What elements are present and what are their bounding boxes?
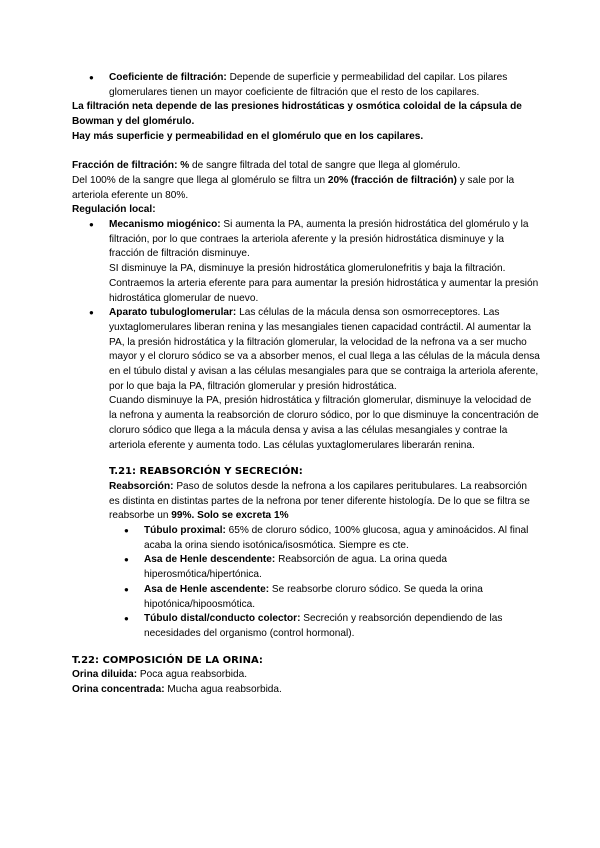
label-reabsorcion: Reabsorción: bbox=[109, 480, 174, 492]
text-orina-concentrada: Mucha agua reabsorbida. bbox=[164, 684, 282, 696]
text-reabsorcion: Paso de solutos desde la nefrona a los capilares peritubulares. La reabsorción es distinta en distintas partes de la nefrona por tener diferente histología. De lo que se filtra se reabsorbe un bbox=[109, 480, 530, 522]
paragraph-reabsorcion bbox=[72, 480, 540, 524]
list-item-henle-ascendente bbox=[144, 583, 540, 612]
text-fraccion-c: y sale por la arteriola eferente un 80%. bbox=[72, 174, 515, 201]
paragraph-fraccion bbox=[72, 159, 540, 174]
pct-fraccion: % bbox=[177, 160, 190, 172]
reabsorcion-list bbox=[72, 524, 540, 642]
heading-t21: T.21: REABSORCIÓN Y SECRECIÓN: bbox=[109, 466, 303, 478]
list-item-henle-descendente bbox=[144, 553, 540, 582]
term-henle-ascendente: Asa de Henle ascendente: bbox=[144, 583, 270, 595]
list-item-tubuloglomerular bbox=[109, 306, 540, 453]
term-henle-descendente: Asa de Henle descendente: bbox=[144, 554, 276, 566]
para-miogenico-2: SI disminuye la PA, disminuye la presión hidrostática glomerulonefritis y baja la filtración. Contraemos la arteria eferente para para aumentar la presión hidrostática y aumentar la presión hidrostática glomerular de nuevo. bbox=[109, 263, 539, 304]
text-tubulo-proximal: 65% de cloruro sódico, 100% glucosa, agua y aminoácidos. Al final acaba la orina siendo isotónica/isosmótica. Siempre es cte. bbox=[144, 525, 529, 551]
para-tubuloglomerular bbox=[109, 306, 540, 394]
text-henle-descendente: Reabsorción de agua. La orina queda hiperosmótica/hipertónica. bbox=[144, 554, 447, 581]
label-orina-diluida: Orina diluida: bbox=[72, 669, 138, 681]
text-orina-diluida: Poca agua reabsorbida. bbox=[137, 669, 248, 681]
para-tubuloglomerular-2: Cuando disminuye la PA, presión hidrostática y filtración glomerular, disminuye la velocidad de la nefrona y aumenta la reabsorción de cloruro sódico, por lo que disminuye la concentración de cloruro sódico que llega a la mácula densa y avisa a las células mesangiales y contrae la arteriola eferente y aumenta todo. Las células yuxtaglomerulares liberarán renina. bbox=[109, 395, 539, 451]
coef-list bbox=[72, 71, 540, 100]
label-regulacion: Regulación local: bbox=[72, 204, 156, 216]
text-tubulo-distal: Secreción y reabsorción dependiendo de las necesidades del organismo (control hormonal). bbox=[144, 613, 503, 639]
heading-t22: T.22: COMPOSICIÓN DE LA ORINA: bbox=[72, 654, 263, 666]
paragraph-fraccion-detail bbox=[72, 174, 540, 203]
bold-fraccion-b: 20% (fracción de filtración) bbox=[327, 174, 457, 186]
paragraph-orina-diluida bbox=[72, 668, 540, 683]
para-miogenico bbox=[109, 218, 540, 262]
text-tubuloglomerular: Las células de la mácula densa son osmorreceptores. Las yuxtaglomerulares liberan renina y las mesangiales tienen capacidad contráctil. Al aumentar la PA, la presión hidrostática y la filtración glomerular, la velocidad de la nefrona va a ser mucho mayor y el cloruro sódico se va a absorber menos, el cual llega a las células de la mácula densa en el túbulo distal y avisan a las células mesangiales para que se contraiga la arteriola aferente, por lo que baja la PA, filtración glomerular y presión hidrostática. bbox=[109, 307, 540, 392]
text-coeficiente: Depende de superficie y permeabilidad del capilar. Los pilares glomerulares tienen un mayor coeficiente de filtración que el resto de los capilares. bbox=[109, 72, 508, 98]
paragraph-orina-concentrada bbox=[72, 683, 540, 698]
regulacion-list bbox=[72, 218, 540, 453]
text-fraccion-a: Del 100% de la sangre que llega al glomérulo se filtra un bbox=[72, 174, 328, 186]
term-tubuloglomerular: Aparato tubuloglomerular: bbox=[109, 307, 237, 319]
term-miogenico: Mecanismo miogénico: bbox=[109, 219, 221, 231]
term-coeficiente: Coeficiente de filtración: bbox=[109, 72, 227, 83]
text-henle-ascendente: Se reabsorbe cloruro sódico. Se queda la orina hipotónica/hipoosmótica. bbox=[144, 583, 483, 610]
list-item-tubulo-distal bbox=[144, 612, 540, 641]
bold-paragraph-superficie: Hay más superficie y permeabilidad en el glomérulo que en los capilares. bbox=[72, 130, 424, 142]
term-tubulo-distal: Túbulo distal/conducto colector: bbox=[144, 613, 301, 625]
bold-excreta: 99%. Solo se excreta 1% bbox=[171, 510, 289, 522]
text-fraccion: de sangre filtrada del total de sangre que llega al glomérulo. bbox=[189, 160, 461, 172]
label-orina-concentrada: Orina concentrada: bbox=[72, 684, 165, 696]
list-item-coeficiente bbox=[109, 71, 540, 100]
bold-paragraph-filtracion-neta: La filtración neta depende de las presiones hidrostáticas y osmótica coloidal de la cápsula de Bowman y del glomérulo. bbox=[72, 101, 522, 128]
term-tubulo-proximal: Túbulo proximal: bbox=[144, 525, 226, 537]
list-item-miogenico bbox=[109, 218, 540, 306]
list-item-tubulo-proximal bbox=[144, 524, 540, 553]
text-miogenico: Si aumenta la PA, aumenta la presión hidrostática del glomérulo y la filtración, por lo que contraes la arteriola aferente y la presión hidrostática disminuye y la fracción de filtración disminuye. bbox=[109, 219, 529, 260]
label-fraccion: Fracción de filtración: bbox=[72, 160, 178, 172]
